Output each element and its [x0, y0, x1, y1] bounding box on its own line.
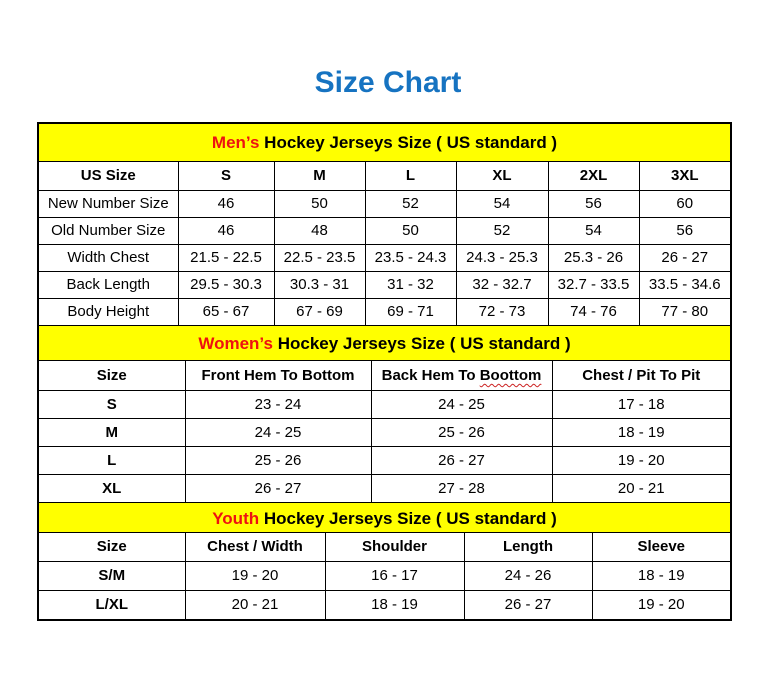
mens-header-row [39, 162, 730, 190]
row-label: XL [39, 474, 185, 502]
youth-heading-text: Hockey Jerseys Size ( US standard ) [259, 509, 557, 528]
column-header: 2XL [548, 162, 639, 190]
row-label: Old Number Size [39, 217, 178, 244]
cell-value: 77 - 80 [639, 298, 730, 325]
column-header: L [365, 162, 456, 190]
row-label: M [39, 418, 185, 446]
cell-value: 25.3 - 26 [548, 244, 639, 271]
column-header [371, 361, 552, 390]
cell-value: 22.5 - 23.5 [274, 244, 365, 271]
cell-value: 52 [365, 190, 456, 217]
table-row [39, 561, 730, 590]
table-row [39, 298, 730, 325]
row-label: L/XL [39, 590, 185, 619]
table-row [39, 190, 730, 217]
size-chart-table [37, 122, 732, 621]
cell-value: 56 [548, 190, 639, 217]
column-header: Front Hem To Bottom [185, 361, 371, 390]
womens-heading-text: Hockey Jerseys Size ( US standard ) [272, 334, 571, 353]
cell-value: 50 [365, 217, 456, 244]
cell-value: 54 [456, 190, 548, 217]
cell-value: 31 - 32 [365, 271, 456, 298]
cell-value: 32 - 32.7 [456, 271, 548, 298]
cell-value: 20 - 21 [552, 474, 730, 502]
column-header: M [274, 162, 365, 190]
column-header: S [178, 162, 274, 190]
cell-value: 74 - 76 [548, 298, 639, 325]
cell-value: 23 - 24 [185, 390, 371, 418]
cell-value: 72 - 73 [456, 298, 548, 325]
cell-value: 54 [548, 217, 639, 244]
cell-value: 27 - 28 [371, 474, 552, 502]
cell-value: 18 - 19 [592, 561, 730, 590]
column-header: Shoulder [325, 533, 464, 561]
table-row [39, 217, 730, 244]
mens-table [39, 162, 730, 325]
cell-value: 52 [456, 217, 548, 244]
table-row [39, 446, 730, 474]
womens-heading-accent: Women’s [198, 334, 273, 353]
mens-section-header [39, 124, 730, 162]
row-label: Body Height [39, 298, 178, 325]
page-title: Size Chart [314, 66, 462, 99]
womens-table [39, 361, 730, 502]
youth-section-header [39, 502, 730, 533]
cell-value: 19 - 20 [592, 590, 730, 619]
mens-heading-accent: Men’s [211, 133, 260, 152]
cell-value: 32.7 - 33.5 [548, 271, 639, 298]
cell-value: 18 - 19 [552, 418, 730, 446]
youth-header-row [39, 533, 730, 561]
table-row [39, 244, 730, 271]
misspelled-word: Boottom [479, 366, 542, 384]
table-row [39, 390, 730, 418]
youth-table [39, 533, 730, 619]
table-row [39, 271, 730, 298]
cell-value: 24 - 25 [371, 390, 552, 418]
cell-value: 26 - 27 [371, 446, 552, 474]
column-header: 3XL [639, 162, 730, 190]
column-header: Size [39, 533, 185, 561]
cell-value: 48 [274, 217, 365, 244]
cell-value: 19 - 20 [185, 561, 325, 590]
column-header: Chest / Pit To Pit [552, 361, 730, 390]
cell-value: 25 - 26 [185, 446, 371, 474]
cell-value: 50 [274, 190, 365, 217]
womens-header-row [39, 361, 730, 390]
row-label: L [39, 446, 185, 474]
column-header: Size [39, 361, 185, 390]
mens-heading-text: Hockey Jerseys Size ( US standard ) [259, 133, 558, 152]
cell-value: 23.5 - 24.3 [365, 244, 456, 271]
row-label: Back Length [39, 271, 178, 298]
cell-value: 24.3 - 25.3 [456, 244, 548, 271]
row-label: S [39, 390, 185, 418]
cell-value: 60 [639, 190, 730, 217]
row-label: S/M [39, 561, 185, 590]
table-row [39, 474, 730, 502]
cell-value: 26 - 27 [464, 590, 592, 619]
cell-value: 69 - 71 [365, 298, 456, 325]
cell-value: 46 [178, 217, 274, 244]
table-row [39, 418, 730, 446]
table-row [39, 590, 730, 619]
cell-value: 18 - 19 [325, 590, 464, 619]
cell-value: 20 - 21 [185, 590, 325, 619]
youth-heading-accent: Youth [212, 509, 260, 528]
column-header-text: Back Hem To [381, 366, 480, 384]
cell-value: 25 - 26 [371, 418, 552, 446]
cell-value: 17 - 18 [552, 390, 730, 418]
row-label: Width Chest [39, 244, 178, 271]
row-label: New Number Size [39, 190, 178, 217]
cell-value: 26 - 27 [639, 244, 730, 271]
cell-value: 30.3 - 31 [274, 271, 365, 298]
cell-value: 56 [639, 217, 730, 244]
cell-value: 24 - 26 [464, 561, 592, 590]
column-header: Length [464, 533, 592, 561]
column-header: US Size [39, 162, 178, 190]
column-header: XL [456, 162, 548, 190]
cell-value: 65 - 67 [178, 298, 274, 325]
cell-value: 33.5 - 34.6 [639, 271, 730, 298]
cell-value: 16 - 17 [325, 561, 464, 590]
cell-value: 19 - 20 [552, 446, 730, 474]
column-header: Sleeve [592, 533, 730, 561]
cell-value: 46 [178, 190, 274, 217]
cell-value: 26 - 27 [185, 474, 371, 502]
womens-section-header [39, 325, 730, 361]
cell-value: 29.5 - 30.3 [178, 271, 274, 298]
column-header: Chest / Width [185, 533, 325, 561]
cell-value: 24 - 25 [185, 418, 371, 446]
cell-value: 67 - 69 [274, 298, 365, 325]
cell-value: 21.5 - 22.5 [178, 244, 274, 271]
